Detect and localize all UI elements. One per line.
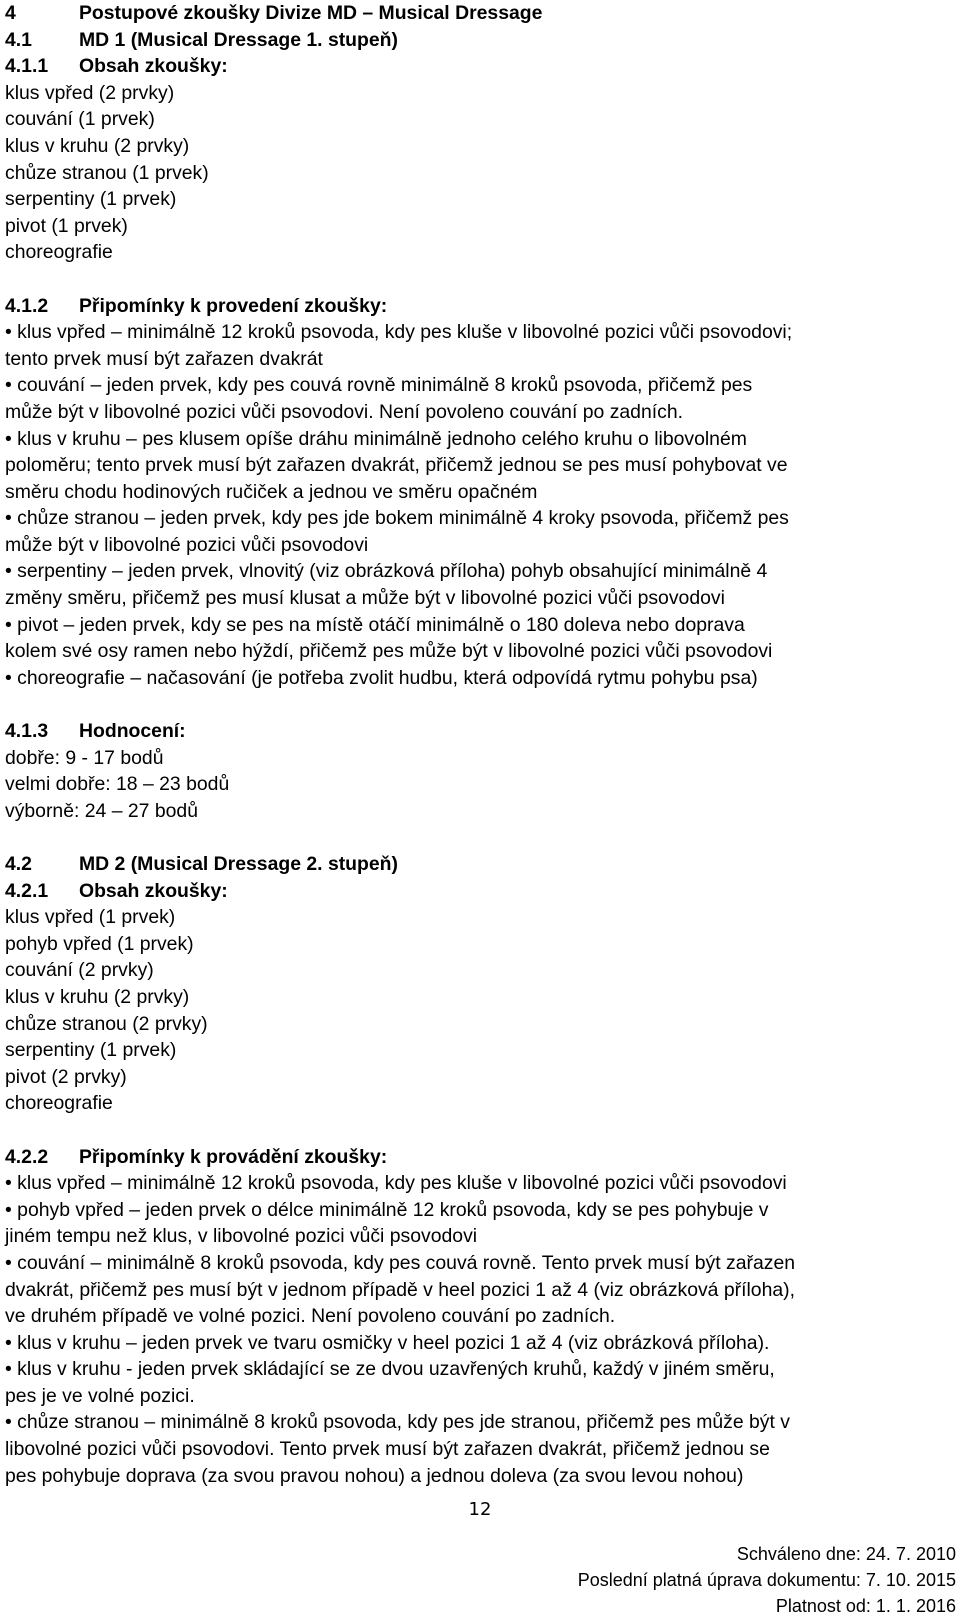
list-item: chůze stranou (1 prvek) bbox=[5, 161, 209, 184]
subsection-title: Obsah zkoušky: bbox=[79, 55, 228, 78]
list-item: pivot (2 prvky) bbox=[5, 1065, 127, 1088]
note-line: • pivot – jeden prvek, kdy se pes na místě otáčí minimálně o 180 doleva nebo doprava bbox=[5, 613, 745, 636]
subsection-title: Připomínky k provádění zkoušky: bbox=[79, 1145, 388, 1168]
list-item: couvání (1 prvek) bbox=[5, 108, 155, 131]
list-item: choreografie bbox=[5, 1092, 113, 1115]
document-page bbox=[5, 0, 955, 1489]
subsection-title: Připomínky k provedení zkoušky: bbox=[79, 294, 388, 317]
note-line: kolem své osy ramen nebo hýždí, přičemž pes může být v libovolné pozici vůči psovodovi bbox=[5, 640, 773, 663]
subsection-heading bbox=[5, 53, 955, 80]
list-item: couvání (2 prvky) bbox=[5, 959, 154, 982]
section-title: MD 1 (Musical Dressage 1. stupeň) bbox=[79, 28, 398, 51]
list-item: serpentiny (1 prvek) bbox=[5, 188, 177, 211]
note-line: může být v libovolné pozici vůči psovodovi. Není povoleno couvání po zadních. bbox=[5, 400, 683, 423]
note-line: směru chodu hodinových ručiček a jednou ve směru opačném bbox=[5, 480, 538, 503]
page-number: 12 bbox=[468, 1499, 492, 1520]
note-line: • klus vpřed – minimálně 12 kroků psovoda, kdy pes kluše v libovolné pozici vůči psovodovi; bbox=[5, 321, 793, 344]
subsection-number: 4.2.1 bbox=[5, 879, 49, 902]
note-line: • chůze stranou – minimálně 8 kroků psovoda, kdy pes jde stranou, přičemž pes může být v bbox=[5, 1411, 790, 1434]
chapter-heading bbox=[5, 0, 955, 27]
approved-date: Schváleno dne: 24. 7. 2010 bbox=[736, 1544, 956, 1564]
section-title: MD 2 (Musical Dressage 2. stupeň) bbox=[79, 853, 398, 875]
chapter-title: Postupové zkoušky Divize MD – Musical Dressage bbox=[79, 2, 543, 24]
subsection-number: 4.1.1 bbox=[5, 55, 49, 78]
rating-line: dobře: 9 - 17 bodů bbox=[5, 746, 164, 769]
exam-content-list bbox=[5, 904, 955, 1117]
note-line: • couvání – minimálně 8 kroků psovoda, kdy pes couvá rovně. Tento prvek musí být zařazen bbox=[5, 1251, 796, 1274]
subsection-heading bbox=[5, 718, 955, 745]
note-line: poloměru; tento prvek musí být zařazen dvakrát, přičemž jednou se pes musí pohybovat ve bbox=[5, 454, 788, 477]
note-line: pes je ve volné pozici. bbox=[5, 1384, 195, 1407]
note-line: libovolné pozici vůči psovodovi. Tento prvek musí být zařazen dvakrát, přičemž jednou se bbox=[5, 1438, 770, 1461]
subsection-title: Obsah zkoušky: bbox=[79, 879, 228, 902]
list-item: klus vpřed (1 prvek) bbox=[5, 906, 176, 929]
list-item: serpentiny (1 prvek) bbox=[5, 1039, 177, 1062]
rating-line: výborně: 24 – 27 bodů bbox=[5, 799, 198, 822]
note-line: tento prvek musí být zařazen dvakrát bbox=[5, 347, 323, 370]
subsection-number: 4.1.3 bbox=[5, 720, 49, 743]
exam-notes bbox=[5, 319, 955, 691]
list-item: pohyb vpřed (1 prvek) bbox=[5, 932, 194, 955]
note-line: dvakrát, přičemž pes musí být v jednom případě v heel pozici 1 až 4 (viz obrázková příloha), bbox=[5, 1278, 795, 1301]
section-heading-md1 bbox=[5, 27, 955, 54]
section-number: 4.2 bbox=[5, 853, 32, 875]
note-line: • chůze stranou – jeden prvek, kdy pes jde bokem minimálně 4 kroky psovoda, přičemž pes bbox=[5, 507, 789, 530]
section-heading-md2 bbox=[5, 851, 955, 878]
list-item: choreografie bbox=[5, 241, 113, 264]
note-line: • couvání – jeden prvek, kdy pes couvá rovně minimálně 8 kroků psovoda, přičemž pes bbox=[5, 374, 753, 397]
note-line: • pohyb vpřed – jeden prvek o délce minimálně 12 kroků psovoda, kdy se pes pohybuje v bbox=[5, 1198, 769, 1221]
list-item: klus vpřed (2 prvky) bbox=[5, 81, 175, 104]
list-item: klus v kruhu (2 prvky) bbox=[5, 134, 190, 157]
subsection-number: 4.1.2 bbox=[5, 294, 49, 317]
document-footer bbox=[578, 1541, 956, 1619]
subsection-title: Hodnocení: bbox=[79, 720, 186, 743]
note-line: změny směru, přičemž pes musí klusat a může být v libovolné pozici vůči psovodovi bbox=[5, 587, 725, 610]
note-line: ve druhém případě ve volné pozici. Není povoleno couvání po zadních. bbox=[5, 1305, 616, 1328]
section-number: 4.1 bbox=[5, 28, 32, 51]
note-line: • klus vpřed – minimálně 12 kroků psovoda, kdy pes kluše v libovolné pozici vůči psovodovi bbox=[5, 1172, 787, 1195]
note-line: • klus v kruhu – jeden prvek ve tvaru osmičky v heel pozici 1 až 4 (viz obrázková příloha). bbox=[5, 1331, 770, 1354]
list-item: pivot (1 prvek) bbox=[5, 214, 128, 237]
subsection-heading bbox=[5, 878, 955, 905]
rating-list bbox=[5, 745, 955, 825]
chapter-number: 4 bbox=[5, 2, 16, 24]
exam-notes bbox=[5, 1170, 955, 1489]
note-line: • choreografie – načasování (je potřeba zvolit hudbu, která odpovídá rytmu pohybu psa) bbox=[5, 666, 758, 689]
list-item: klus v kruhu (2 prvky) bbox=[5, 985, 190, 1008]
note-line: jiném tempu než klus, v libovolné pozici vůči psovodovi bbox=[5, 1225, 478, 1248]
note-line: • klus v kruhu – pes klusem opíše dráhu minimálně jednoho celého kruhu o libovolném bbox=[5, 427, 747, 450]
note-line: • serpentiny – jeden prvek, vlnovitý (viz obrázková příloha) pohyb obsahující minimálně 4 bbox=[5, 560, 768, 583]
note-line: • klus v kruhu - jeden prvek skládající se ze dvou uzavřených kruhů, každý v jiném směru, bbox=[5, 1358, 775, 1381]
note-line: může být v libovolné pozici vůči psovodovi bbox=[5, 533, 369, 556]
subsection-number: 4.2.2 bbox=[5, 1145, 49, 1168]
subsection-heading bbox=[5, 1144, 955, 1171]
note-line: pes pohybuje doprava (za svou pravou nohou) a jednou doleva (za svou levou nohou) bbox=[5, 1464, 744, 1487]
exam-content-list bbox=[5, 80, 955, 266]
rating-line: velmi dobře: 18 – 23 bodů bbox=[5, 773, 230, 796]
subsection-heading bbox=[5, 293, 955, 320]
list-item: chůze stranou (2 prvky) bbox=[5, 1012, 208, 1035]
last-update-date: Poslední platná úprava dokumentu: 7. 10. 2015 bbox=[577, 1570, 956, 1590]
valid-from-date: Platnost od: 1. 1. 2016 bbox=[775, 1596, 956, 1616]
